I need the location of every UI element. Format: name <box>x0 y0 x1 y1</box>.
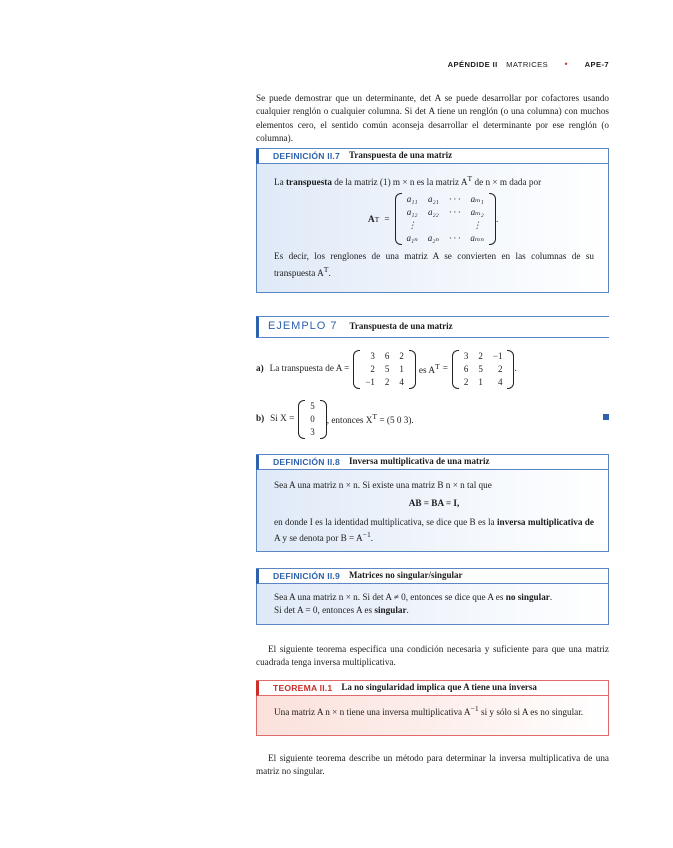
part-b-text: Si X = <box>270 413 295 424</box>
definition-ii8-line1: Sea A una matriz n × n. Si existe una matriz B n × n tal que <box>274 480 492 490</box>
matrix-cell: 1 <box>478 376 483 387</box>
example-7-title: Transpuesta de una matriz <box>349 321 453 332</box>
definition-ii7-tag: DEFINICIÓN II.7 <box>273 150 340 161</box>
closing-paragraph <box>256 752 609 779</box>
general-transpose-matrix <box>395 193 496 245</box>
end-of-example-marker <box>603 414 609 420</box>
transpose-definition-formula: A T = a₁₁ a₂₁ · · · aₘ₁ a₁₂ a₂₂ · · · aₘ₂ ⋮ ⋮ a₁ₙ a₂ₙ · · · aₘₙ . <box>368 194 499 244</box>
matrix-cell: −1 <box>365 376 375 387</box>
matrix-cell: 2 <box>399 350 404 361</box>
matrix-cell: 1 <box>399 363 404 374</box>
definition-ii8-tag: DEFINICIÓN II.8 <box>273 456 340 467</box>
matrix-cell: a₁₁ <box>406 194 418 205</box>
matrix-cell: a₂ₙ <box>427 233 440 244</box>
definition-ii7-line1: La transpuesta de la matriz (1) m × n es la matriz $A^T$ de n × m dada por <box>274 174 542 188</box>
matrix-cell: · · · <box>449 194 461 205</box>
closing-text: El siguiente teorema describe un método para determinar la inversa multiplicativa de una matriz no singular. <box>256 753 609 777</box>
matrix-cell: a₁ₙ <box>406 233 418 244</box>
matrix-cell: 3 <box>370 350 375 361</box>
definition-ii8-header <box>256 455 608 470</box>
matrix-cell: 5 <box>384 363 390 374</box>
matrix-cell: a₁₂ <box>406 207 418 218</box>
definition-ii9-body <box>257 584 608 626</box>
matrix-row <box>305 413 320 426</box>
matrix-cell <box>444 219 465 232</box>
theorem-ii1-body <box>257 696 608 727</box>
theorem-ii1-tag: TEOREMA II.1 <box>273 682 333 693</box>
definition-ii8-line2: en donde I es la identidad multiplicativa, se dice que B es la inversa multiplicativa de A y se denota por $B = A^{-1}$. <box>274 516 594 544</box>
part-a-text: La transpuesta de A = <box>269 363 350 374</box>
matrix-row <box>360 376 409 389</box>
header-bullet: • <box>564 59 569 69</box>
theorem-ii1-text: Una matriz A n × n tiene una inversa multiplicativa $A^{-1}$ si y sólo si A es no singular. <box>274 704 584 718</box>
matrix-cell: 0 <box>310 413 315 424</box>
matrix-row <box>459 363 508 376</box>
matrix-cell: 2 <box>478 350 483 361</box>
definition-ii7-body <box>257 164 608 288</box>
running-header <box>448 58 609 71</box>
theorem-intro-text: El siguiente teorema especifica una condición necesaria y suficiente para que una matriz cuadrada tenga inversa multiplicativa. <box>256 644 609 668</box>
definition-ii8-title: Inversa multiplicativa de una matriz <box>348 456 490 467</box>
definition-ii9-header <box>256 569 608 584</box>
matrix-cell: 5 <box>478 363 483 374</box>
example-7-part-a: a) La transpuesta de A = 3 6 2 2 5 1 −1 2 4 es $A^T$ = 3 2 −1 6 5 2 2 1 4 . <box>256 350 517 387</box>
definition-ii7-header <box>256 149 608 164</box>
matrix-row <box>305 426 320 439</box>
matrix-cell: 6 <box>384 350 390 361</box>
definition-ii9-tag: DEFINICIÓN II.9 <box>273 570 340 581</box>
theorem-ii1-box <box>256 680 609 736</box>
lhs-matrix-name: A <box>368 213 375 224</box>
definition-ii8-equation: AB = BA = I, <box>408 498 460 509</box>
matrix-row <box>402 232 489 245</box>
matrix-cell: · · · <box>449 207 461 218</box>
part-b-label: b) <box>256 413 265 424</box>
definition-ii9-line1: Sea A una matriz n × n. Si det A ≠ 0, entonces se dice que A es no singular. <box>274 592 553 602</box>
matrix-cell: 4 <box>497 376 503 387</box>
matrix-a <box>353 350 416 389</box>
theorem-intro-paragraph <box>256 643 609 670</box>
intro-paragraph <box>256 92 609 145</box>
matrix-cell: aₘ₂ <box>470 207 484 218</box>
matrix-cell: −1 <box>492 350 503 361</box>
matrix-cell: 3 <box>310 426 315 437</box>
definition-ii7-box <box>256 148 609 293</box>
matrix-cell: 4 <box>399 376 404 387</box>
part-a-mid: es $A^T$ <box>418 361 440 375</box>
part-b-mid: , entonces $X^T = (5$ 0 3). <box>326 411 414 425</box>
matrix-cell: 2 <box>384 376 390 387</box>
matrix-row <box>402 219 489 232</box>
matrix-cell: a₂₂ <box>428 207 439 218</box>
matrix-cell: 5 <box>310 400 315 411</box>
matrix-cell: 2 <box>370 363 375 374</box>
matrix-cell: 6 <box>463 363 469 374</box>
matrix-row <box>360 363 409 376</box>
matrix-row <box>402 206 489 219</box>
matrix-cell: ⋮ <box>472 220 482 231</box>
definition-ii7-title: Transpuesta de una matriz <box>348 150 453 161</box>
matrix-cell <box>423 219 444 232</box>
example-7-tag: EJEMPLO 7 <box>268 320 338 333</box>
definition-ii8-body <box>257 470 608 553</box>
theorem-ii1-header <box>256 681 608 696</box>
matrix-cell: aₘ₁ <box>470 194 484 205</box>
example-7-part-b <box>256 396 609 442</box>
definition-ii8-box <box>256 454 609 552</box>
definition-ii7-closing: Es decir, los renglones de una matriz A se convierten en las columnas de su transpuesta $A^T$. <box>274 251 594 278</box>
matrix-row <box>360 350 409 363</box>
matrix-cell: a₂₁ <box>428 194 439 205</box>
matrix-cell: 2 <box>463 376 469 387</box>
definition-ii9-line2: Si det A = 0, entonces A es singular. <box>274 605 409 616</box>
matrix-cell: · · · <box>449 233 461 244</box>
matrix-cell: 3 <box>463 350 469 361</box>
part-a-label: a) <box>256 363 264 374</box>
matrix-cell: 2 <box>497 363 503 374</box>
matrix-a-transpose <box>452 350 515 389</box>
header-topic: MATRICES <box>506 60 549 69</box>
matrix-row <box>459 376 508 389</box>
matrix-row <box>402 193 489 206</box>
example-7-header <box>256 316 609 338</box>
definition-ii9-box <box>256 568 609 625</box>
theorem-ii1-title: La no singularidad implica que A tiene una inversa <box>341 682 537 693</box>
definition-ii9-title: Matrices no singular/singular <box>348 570 463 581</box>
matrix-row <box>459 350 508 363</box>
page-number: APE-7 <box>584 60 609 69</box>
vector-x <box>298 400 327 439</box>
header-section: APÉNDIDE II <box>447 60 498 69</box>
matrix-cell: ⋮ <box>407 220 417 231</box>
intro-text: Se puede demostrar que un determinante, det A se puede desarrollar por cofactores usando cualquier renglón o cualquier columna. Si det A tiene un renglón (o una columna) con muchos elementos cero, el sentido común aconseja desarrollar el determinante por ese renglón (o columna). <box>256 93 609 144</box>
matrix-cell: aₘₙ <box>470 233 484 244</box>
matrix-row <box>305 400 320 413</box>
